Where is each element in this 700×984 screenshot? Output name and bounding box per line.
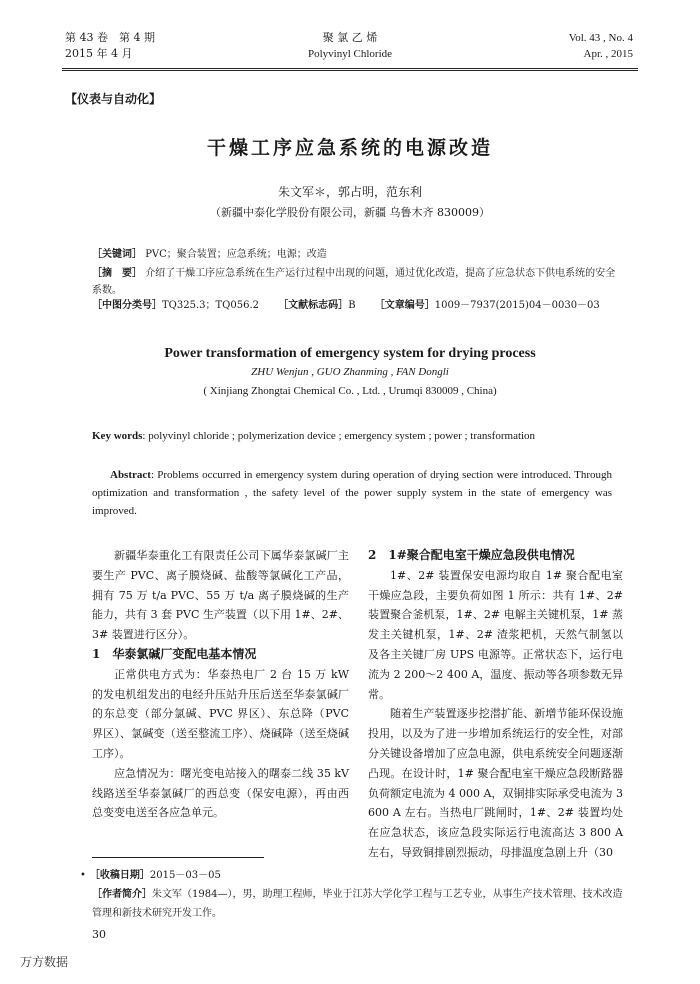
page-number: 30 bbox=[92, 928, 106, 941]
section-tag: 【仪表与自动化】 bbox=[65, 92, 162, 106]
author-bio-label: ［作者简介］ bbox=[92, 889, 152, 900]
journal-title-en: Polyvinyl Chloride bbox=[307, 48, 393, 60]
body-paragraph: 新疆华泰重化工有限责任公司下属华泰氯碱厂主要生产 PVC、离子膜烧碱、盐酸等氯碱化工产品，拥有 75 万 t/a PVC、55 万 t/a 离子膜烧碱的生产能力，共有 3 套 PVC 生产装置（以下用 1#、2#、3# 装置进行区分）。 bbox=[92, 549, 349, 642]
journal-title-cn: 聚 氯 乙 烯 bbox=[322, 31, 378, 44]
body-paragraph: 正常供电方式为：华泰热电厂 2 台 15 万 kW 的发电机组发出的电经升压站升压后送至华泰氯碱厂的东总变（部分氯碱、PVC 界区）、东总降（PVC 界区）、氯碱变（送至整流工序）、烧碱降（送至烧碱工序）。 bbox=[92, 667, 349, 760]
body-column-right bbox=[368, 546, 623, 863]
keywords-en-text: : polyvinyl chloride ; polymerization device ; emergency system ; power ; transformation bbox=[142, 430, 536, 442]
footnote-author bbox=[92, 885, 647, 904]
issue-date: 2015 年 4 月 bbox=[65, 47, 133, 60]
body-column-left bbox=[92, 546, 349, 823]
received-label: ［收稿日期］ bbox=[89, 870, 150, 881]
body-paragraph: 1#、2# 装置保安电源均取自 1# 聚合配电室干燥应急段，主要负荷如图 1 所示：共有 1#、2# 装置聚合釜机泵，1#、2# 电解主关键机泵，1# 蒸发主关键机泵，1#、2# 渣浆耙机，天然气制氢以及各主关键厂房 UPS 电源等。正常状态下，运行电流为 2 200～2 400 A，温度、振动等各项参数无异常。 bbox=[368, 568, 623, 701]
abstract-en-text: : Problems occurred in emergency system during operation of drying section were introduced. Through optimization and transformation , the safety level of the power supply system in the state of emergency was improved. bbox=[92, 469, 612, 517]
header-rule bbox=[62, 68, 638, 71]
footnote-rule bbox=[92, 857, 264, 858]
abstract-cn-text: 介绍了干燥工序应急系统在生产运行过程中出现的问题，通过优化改造，提高了应急状态下供电系统的安全系数。 bbox=[92, 268, 616, 296]
clc-label: ［中图分类号］ bbox=[92, 300, 162, 311]
footnote-bullet: • bbox=[80, 870, 86, 881]
body-paragraph: 应急情况为：曙光变电站接入的曙泰二线 35 kV 线路送至华泰氯碱厂的西总变（保安电源），再由西总变变电送至各应急单元。 bbox=[92, 766, 349, 820]
abstract-en-label: Abstract bbox=[110, 469, 151, 481]
abstract-cn-label: ［摘 要］ bbox=[92, 268, 142, 279]
keywords-cn bbox=[92, 246, 612, 263]
affiliation-cn: （新疆中泰化学股份有限公司，新疆 乌鲁木齐 830009） bbox=[210, 206, 490, 219]
abstract-cn bbox=[92, 265, 622, 299]
section-heading-2: 2 1#聚合配电室干燥应急段供电情况 bbox=[368, 548, 575, 562]
abstract-en bbox=[92, 466, 612, 520]
affiliation-en: ( Xinjiang Zhongtai Chemical Co. , Ltd. , Urumqi 830009 , China) bbox=[203, 385, 497, 397]
keywords-cn-text: PVC；聚合装置；应急系统；电源；改造 bbox=[145, 249, 327, 260]
volume-issue: 第 43 卷 第 4 期 bbox=[65, 31, 155, 44]
article-title-cn: 干燥工序应急系统的电源改造 bbox=[206, 137, 493, 159]
volume-en: Vol. 43 , No. 4 bbox=[568, 32, 633, 44]
article-no-label: ［文章编号］ bbox=[374, 300, 435, 311]
authors-cn: 朱文军＊，郭占明，范东利 bbox=[277, 185, 422, 199]
classification-line bbox=[92, 298, 622, 314]
date-en: Apr. , 2015 bbox=[583, 48, 633, 60]
doc-code-label: ［文献标志码］ bbox=[278, 300, 349, 311]
article-no-value: 1009－7937(2015)04－0030－03 bbox=[434, 300, 600, 311]
doc-code-value: B bbox=[348, 300, 356, 311]
body-paragraph: 随着生产装置逐步挖潜扩能、新增节能环保设施投用，以及为了进一步增加系统运行的安全性，对部分关键设备增加了应急电源，供电系统安全问题逐渐凸现。在设计时，1# 聚合配电室干燥应急段断路器负荷额定电流为 4 000 A，双铜排实际承受电流为 3 600 A 左右。当热电厂跳闸时，1#、2# 装置均处在应急状态，该应急段实际运行电流高达 3 800 A 左右，导致铜排剧烈振动，母排温度急剧上升（30 bbox=[368, 707, 623, 859]
section-heading-1: 1 华泰氯碱厂变配电基本情况 bbox=[92, 646, 257, 661]
journal-volume-issue bbox=[65, 30, 155, 62]
journal-title bbox=[230, 30, 470, 62]
keywords-en-label: Key words bbox=[92, 430, 143, 442]
authors-en: ZHU Wenjun , GUO Zhanming , FAN Dongli bbox=[251, 366, 449, 378]
keywords-en bbox=[92, 428, 612, 445]
author-bio-line1: 朱文军（1984—），男，助理工程师，毕业于江苏大学化学工程与工艺专业，从事生产技术管理、技术改造 bbox=[152, 889, 623, 900]
footnote-received bbox=[80, 866, 647, 885]
journal-volume-en bbox=[569, 30, 633, 62]
article-title-en: Power transformation of emergency system for drying process bbox=[164, 346, 536, 361]
clc-value: TQ325.3；TQ056.2 bbox=[162, 300, 259, 311]
footnote-author-cont: 管理和新技术研究开发工作。 bbox=[92, 908, 222, 919]
keywords-cn-label: ［关键词］ bbox=[92, 249, 142, 260]
received-date: 2015－03－05 bbox=[149, 870, 221, 881]
watermark: 万方数据 bbox=[20, 955, 69, 969]
